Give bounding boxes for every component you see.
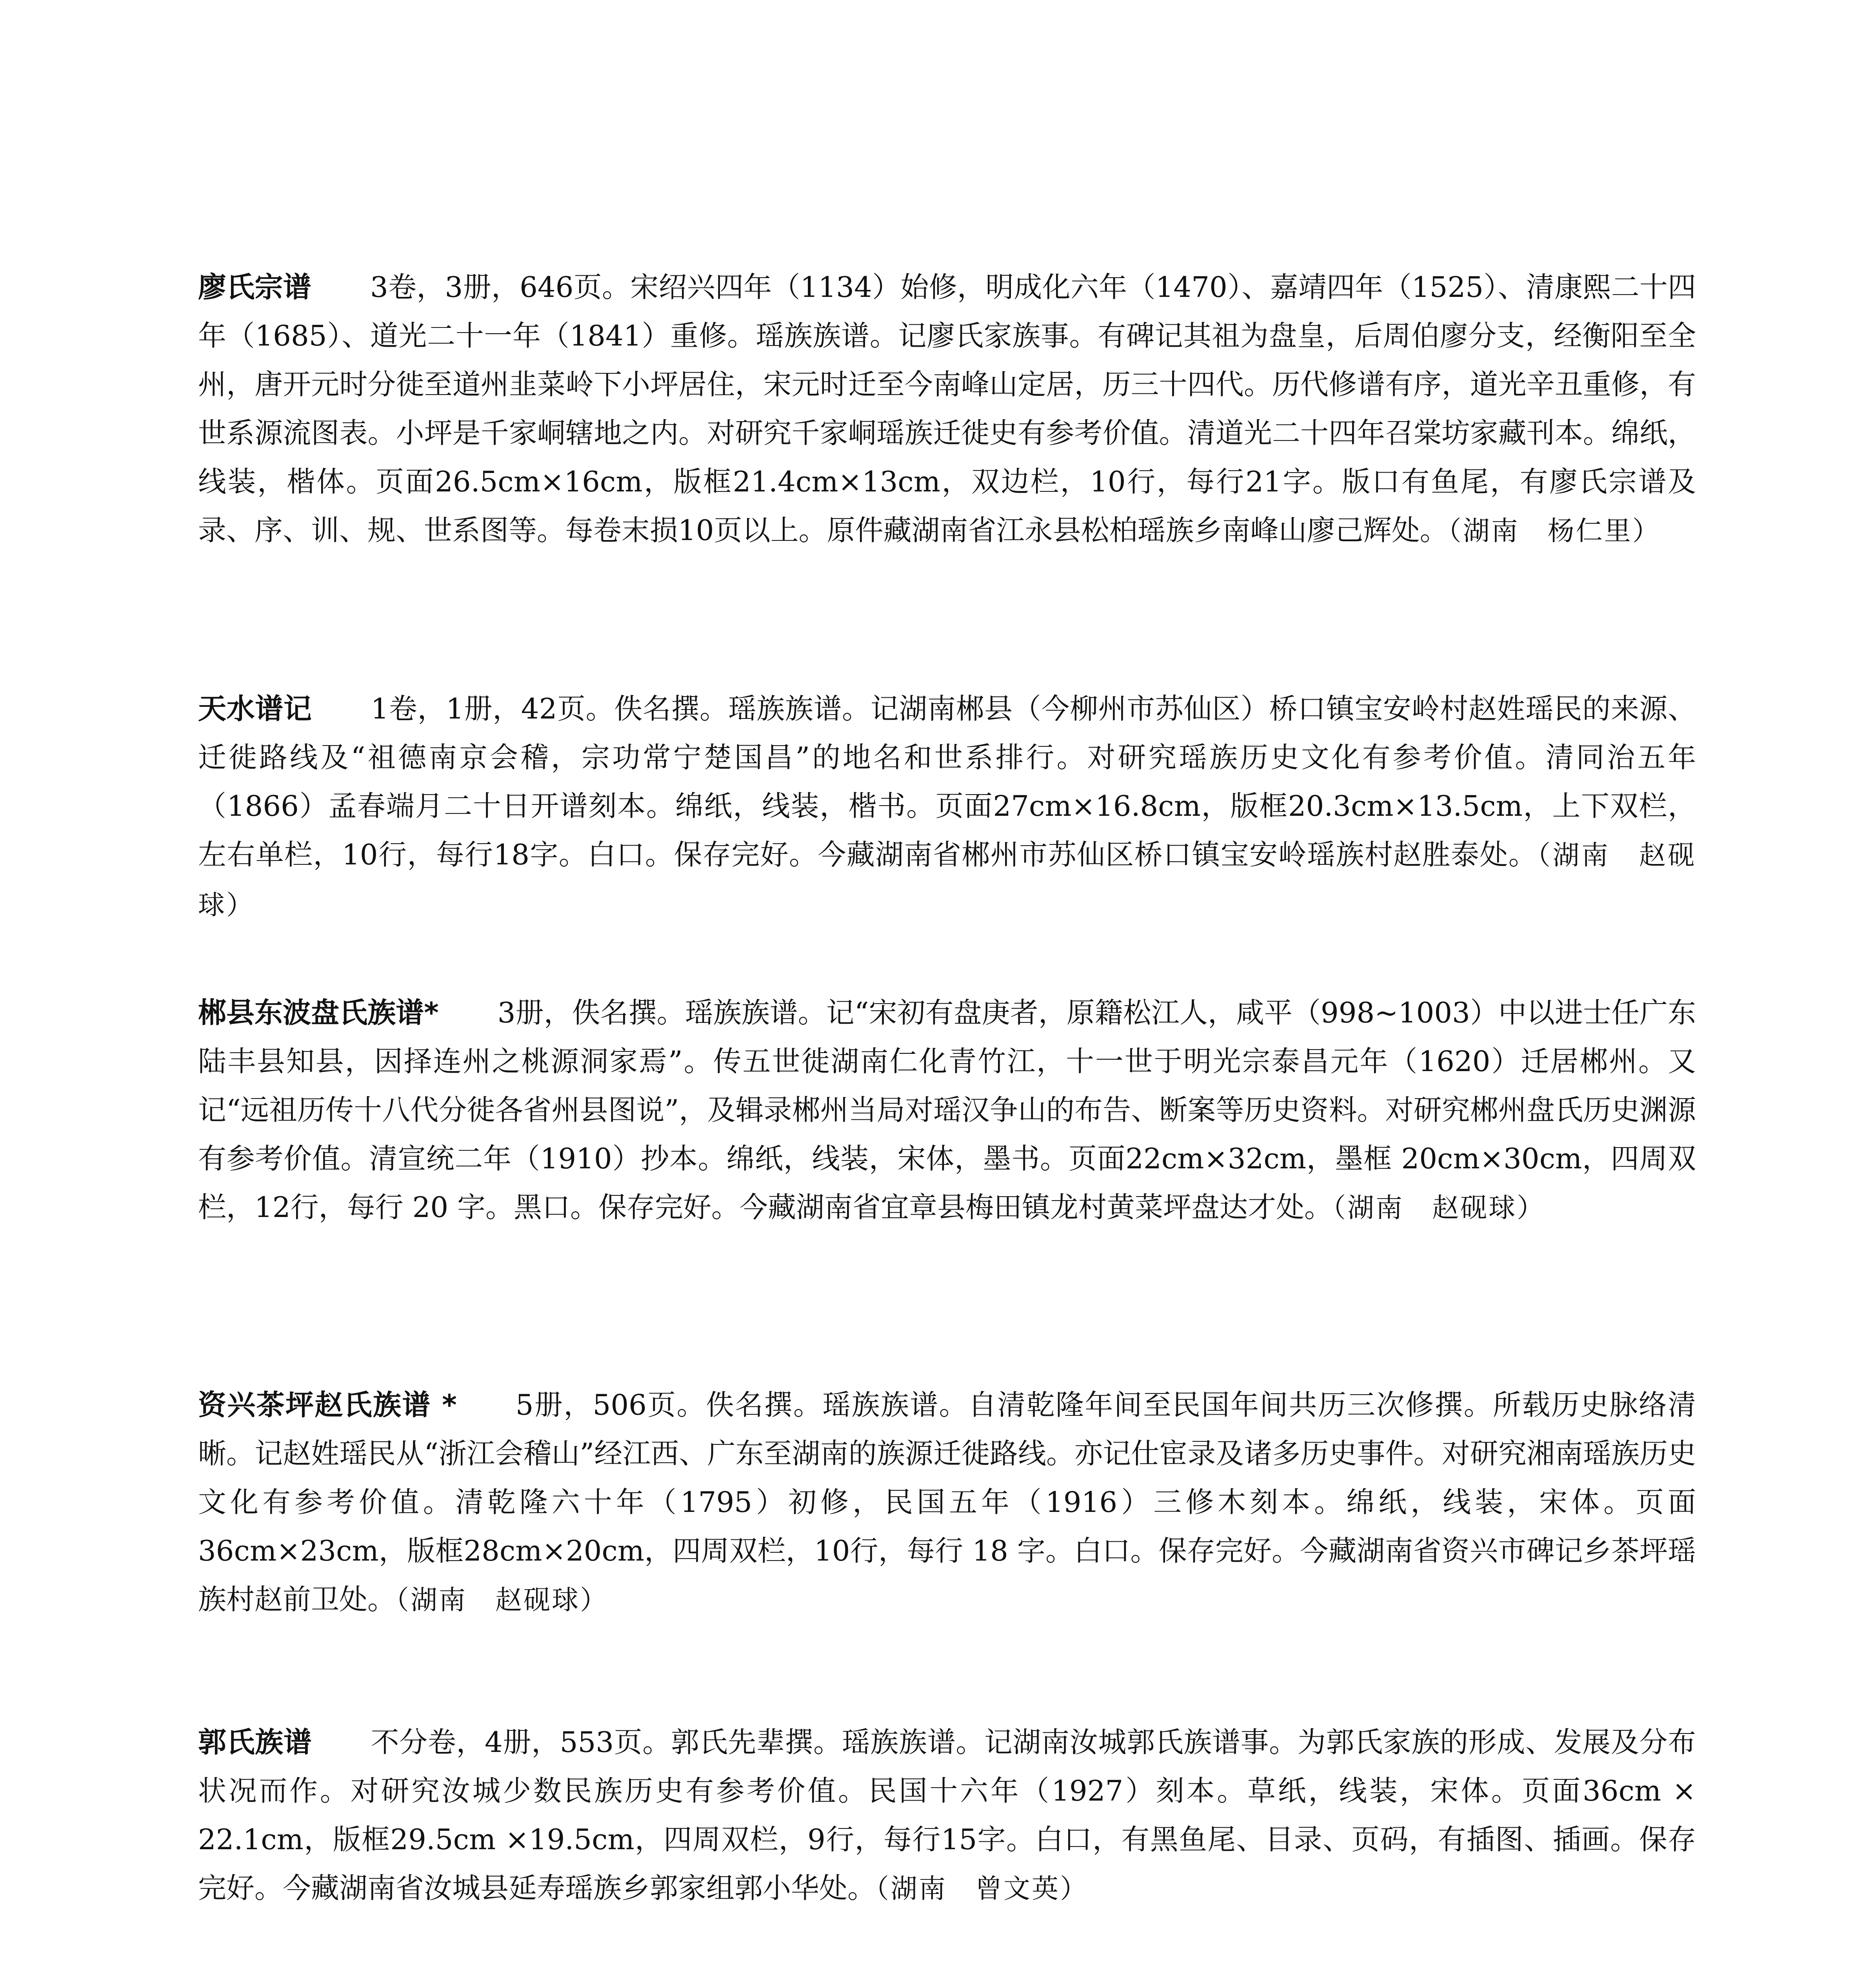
entry-title: 天水谱记 xyxy=(198,692,312,725)
entry-title: 郴县东波盘氏族谱* xyxy=(198,996,439,1029)
entry-credit: （湖南 赵砚球） xyxy=(1332,1193,1545,1224)
entry-body: 3卷，3册，646页。宋绍兴四年（1134）始修，明成化六年（1470）、嘉靖四年（1525）、清康熙二十四年（1685）、道光二十一年（1841）重修。瑶族族谱。记廖氏家族事。有碑记其祖为盘皇，后周伯廖分支，经衡阳至全州，唐开元时分徙至道州韭菜岭下小坪居住，宋元时迁至今南峰山定居，历三十四代。历代修谱有序，道光辛丑重修，有世系源流图表。小坪是千家峒辖地之内。对研究千家峒瑶族迁徙史有参考价值。清道光二十四年召棠坊家藏刊本。绵纸，线装，楷体。页面26.5cm×16cm，版框21.4cm×13cm，双边栏，10行，每行21字。版口有鱼尾，有廖氏宗谱及录、序、训、规、世系图等。每卷末损10页以上。原件藏湖南省江永县松柏瑶族乡南峰山廖己辉处。 xyxy=(198,271,1696,547)
entry-title: 资兴茶坪赵氏族谱 * xyxy=(198,1388,457,1421)
catalog-entry xyxy=(198,684,1696,930)
entry-title: 郭氏族谱 xyxy=(198,1726,312,1759)
entry-credit: （湖南 曾文英） xyxy=(876,1874,1089,1905)
entry-credit: （湖南 赵砚球） xyxy=(396,1585,609,1616)
catalog-entry xyxy=(198,1718,1696,1914)
catalog-entry xyxy=(198,1381,1696,1625)
catalog-entry xyxy=(198,988,1696,1233)
entry-title: 廖氏宗谱 xyxy=(198,271,311,304)
entry-credit: （湖南 杨仁里） xyxy=(1448,516,1661,547)
entry-body: 1卷，1册，42页。佚名撰。瑶族族谱。记湖南郴县（今柳州市苏仙区）桥口镇宝安岭村赵姓瑶民的来源、迁徙路线及“祖德南京会稽，宗功常宁楚国昌”的地名和世系排行。对研究瑶族历史文化有参考价值。清同治五年（1866）孟春端月二十日开谱刻本。绵纸，线装，楷书。页面27cm×16.8cm，版框20.3cm×13.5cm，上下双栏，左右单栏，10行，每行18字。白口。保存完好。今藏湖南省郴州市苏仙区桥口镇宝安岭瑶族村赵胜泰处。 xyxy=(198,692,1696,871)
catalog-entry xyxy=(198,263,1696,556)
entry-credit: （湖南 赵砚球） xyxy=(198,840,1696,921)
entry-body: 不分卷，4册，553页。郭氏先辈撰。瑶族族谱。记湖南汝城郭氏族谱事。为郭氏家族的形成、发展及分布状况而作。对研究汝城少数民族历史有参考价值。民国十六年（1927）刻本。草纸，线装，宋体。页面36cm × 22.1cm，版框29.5cm ×19.5cm，四周双栏，9行，每行15字。白口，有黑鱼尾、目录、页码，有插图、插画。保存完好。今藏湖南省汝城县延寿瑶族乡郭家组郭小华处。 xyxy=(198,1726,1696,1905)
entry-body: 3册，佚名撰。瑶族族谱。记“宋初有盘庚者，原籍松江人，咸平（998~1003）中以进士任广东陆丰县知县，因择连州之桃源洞家焉”。传五世徙湖南仁化青竹江，十一世于明光宗泰昌元年（1620）迁居郴州。又记“远祖历传十八代分徙各省州县图说”，及辑录郴州当局对瑶汉争山的布告、断案等历史资料。对研究郴州盘氏历史渊源有参考价值。清宣统二年（1910）抄本。绵纸，线装，宋体，墨书。页面22cm×32cm，墨框 20cm×30cm，四周双栏，12行，每行 20 字。黑口。保存完好。今藏湖南省宜章县梅田镇龙村黄菜坪盘达才处。 xyxy=(198,996,1696,1224)
entry-body: 5册，506页。佚名撰。瑶族族谱。自清乾隆年间至民国年间共历三次修撰。所载历史脉络清晰。记赵姓瑶民从“浙江会稽山”经江西、广东至湖南的族源迁徙路线。亦记仕宦录及诸多历史事件。对研究湘南瑶族历史文化有参考价值。清乾隆六十年（1795）初修，民国五年（1916）三修木刻本。绵纸，线装，宋体。页面 36cm×23cm，版框28cm×20cm，四周双栏，10行，每行 18 字。白口。保存完好。今藏湖南省资兴市碑记乡茶坪瑶族村赵前卫处。 xyxy=(198,1388,1696,1616)
